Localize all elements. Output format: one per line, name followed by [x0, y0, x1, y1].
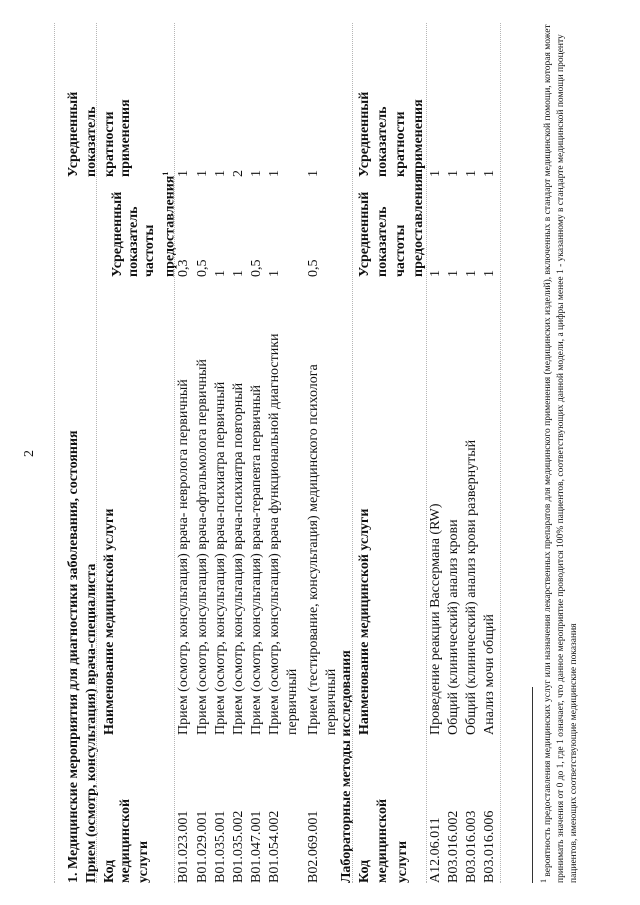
table2-header-code-3: услуги: [395, 840, 410, 883]
table1-cell-name: Прием (тестирование, консультация) медицинского психолога: [306, 364, 321, 735]
lab-methods-title: Лабораторные методы исследования: [339, 650, 354, 883]
table2-header-name: Наименование медицинской услуги: [357, 508, 372, 735]
table1-cell-code: B01.035.001: [213, 810, 228, 883]
table1-cell-mult: 1: [176, 170, 191, 177]
table1-cell-code: B01.035.002: [231, 810, 246, 883]
table1-cell-freq: 1: [267, 270, 282, 277]
footnote-divider: [532, 687, 533, 883]
table1-header-freq-4-text: предоставления: [162, 175, 178, 277]
table1-cell-code: B01.054.002: [267, 810, 282, 883]
table2-cell-name: Общий (клинический) анализ крови: [446, 519, 461, 735]
table1-cell-freq: 0,5: [195, 259, 210, 277]
table2-cell-mult: 1: [428, 170, 443, 177]
table2-cell-name: Анализ мочи общий: [482, 614, 497, 735]
table2-cell-name: Проведение реакции Вассермана (RW): [428, 503, 443, 735]
footnote-ref: 1: [161, 171, 170, 176]
table2-cell-freq: 1: [464, 270, 479, 277]
table1-header-freq-3: частоты: [142, 224, 157, 277]
page-number: 2: [22, 450, 37, 457]
table2-cell-freq: 1: [482, 270, 497, 277]
table1-cell-code: B01.023.001: [176, 810, 191, 883]
table1-cell-freq: 0,5: [306, 259, 321, 277]
table2-cell-mult: 1: [482, 170, 497, 177]
table1-header-freq-2: показатель: [126, 206, 141, 277]
table1-cell-code: B01.029.001: [195, 810, 210, 883]
subsection-title: Прием (осмотр, консультация) врача-специалиста: [84, 563, 99, 883]
table2-cell-code: B03.016.003: [464, 810, 479, 883]
table1-cell-mult: 1: [249, 170, 264, 177]
table-border: [174, 23, 175, 883]
table2-header-mult-1: Усредненный: [357, 91, 372, 177]
table1-cell-name: Прием (осмотр, консультация) врача- невролога первичный: [176, 379, 191, 735]
table1-cell-mult: 1: [306, 170, 321, 177]
table-border: [500, 23, 501, 883]
table1-header-name: Наименование медицинской услуги: [102, 508, 117, 735]
table1-cell-name: Прием (осмотр, консультация) врача-психиатра повторный: [231, 382, 246, 735]
table1-header-mult-4: применения: [118, 99, 133, 177]
table2-header-freq-2: показатель: [375, 206, 390, 277]
table1-cell-name-continued: первичный: [285, 668, 300, 735]
table2-header-mult-3: кратности: [393, 111, 408, 177]
table2-cell-code: B03.016.006: [482, 810, 497, 883]
table1-cell-mult: 2: [231, 170, 246, 177]
table1-cell-mult: 1: [267, 170, 282, 177]
table2-header-mult-2: показатель: [375, 106, 390, 177]
table1-header-code-3: услуги: [136, 840, 151, 883]
table2-header-code-1: Код: [357, 859, 372, 883]
table2-cell-code: B03.016.002: [446, 810, 461, 883]
table-border: [426, 23, 427, 883]
table2-header-mult-4: применения: [411, 99, 426, 177]
table1-cell-freq: 1: [231, 270, 246, 277]
table1-cell-name: Прием (осмотр, консультация) врача-психиатра первичный: [213, 381, 228, 735]
table1-cell-freq: 0,3: [176, 259, 191, 277]
table1-cell-name: Прием (осмотр, консультация) врача-терапевта первичный: [249, 384, 264, 735]
table1-header-code-2: медицинской: [118, 798, 133, 883]
table1-cell-name: Прием (осмотр, консультация) врача функциональной диагностики: [267, 333, 282, 735]
table2-header-freq-1: Усредненный: [357, 191, 372, 277]
table1-header-mult-3: кратности: [102, 111, 117, 177]
table-border: [54, 23, 55, 883]
table2-cell-freq: 1: [446, 270, 461, 277]
table2-cell-name: Общий (клинический) анализ крови развернутый: [464, 439, 479, 735]
table1-cell-code: B02.069.001: [306, 810, 321, 883]
table2-header-code-2: медицинской: [375, 798, 390, 883]
table1-cell-freq: 1: [213, 270, 228, 277]
table-border: [96, 23, 97, 883]
table-border: [352, 23, 353, 883]
table1-cell-mult: 1: [213, 170, 228, 177]
table1-cell-mult: 1: [195, 170, 210, 177]
table1-cell-name-continued: первичный: [324, 668, 339, 735]
table1-cell-freq: 0,5: [249, 259, 264, 277]
footnote-text: вероятность предоставления медицинских услуг или назначения лекарственных препаратов для медицинского применения (медицинских изделий), включенных в стандарт медицинской помощи, которая может принимать значения от 0 до 1, где 1 означает, что данное мероприятие проводится 100% пациентов, соответствующих данной модели, а цифры менее 1 - указанному в стандарте медицинской помощи проценту пациентов, имеющих соответствующие медицинские показания: [543, 24, 580, 883]
table2-cell-code: A12.06.011: [428, 817, 443, 883]
table2-cell-freq: 1: [428, 270, 443, 277]
table2-cell-mult: 1: [446, 170, 461, 177]
table2-header-freq-3: частоты: [393, 224, 408, 277]
table2-header-freq-4: предоставления: [411, 175, 426, 277]
table1-header-freq-1: Усредненный: [110, 191, 125, 277]
table1-header-mult-2: показатель: [84, 106, 99, 177]
table1-header-code-1: Код: [102, 859, 117, 883]
section-title: 1. Медицинские мероприятия для диагностики заболевания, состояния: [66, 430, 81, 883]
table1-cell-code: B01.047.001: [249, 810, 264, 883]
table1-cell-name: Прием (осмотр, консультация) врача-офтальмолога первичный: [195, 359, 210, 735]
table2-cell-mult: 1: [464, 170, 479, 177]
footnote: [537, 23, 581, 883]
table1-header-mult-1: Усредненный: [66, 91, 81, 177]
footnote-marker: 1: [539, 879, 548, 883]
